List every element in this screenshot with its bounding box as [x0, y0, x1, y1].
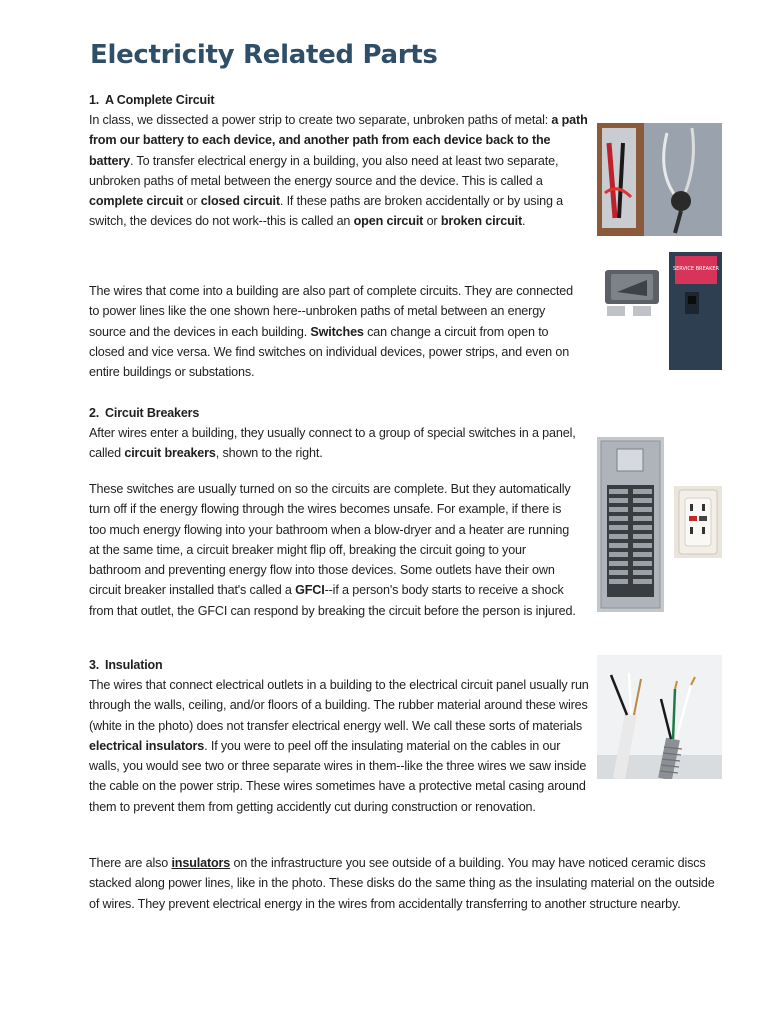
- text-run: or: [423, 214, 441, 229]
- section-insulation: [89, 655, 589, 817]
- text-run: .: [522, 214, 526, 229]
- insulated-cables-photo: [597, 655, 722, 779]
- text-run: or: [183, 194, 201, 209]
- bold-term: insulators: [171, 856, 231, 870]
- bold-term: broken circuit: [440, 214, 523, 229]
- switches-photo: [597, 252, 722, 370]
- section-circuit-breakers-cont: [89, 479, 579, 621]
- section-insulation-cont: [89, 853, 719, 914]
- section-number: 1.: [89, 93, 100, 107]
- bold-term: GFCI: [295, 583, 325, 598]
- paragraph: [89, 479, 579, 621]
- section-complete-circuit: [89, 90, 589, 232]
- bold-term: circuit breakers: [124, 446, 216, 461]
- circuit-breaker-panel-photo: [597, 437, 664, 612]
- text-run: , shown to the right.: [215, 446, 323, 461]
- text-run: . If you were to peel off the insulating material on the cables in our walls, you would see two or three separate wires in them--like the three wires we saw inside the cable on the power strip. These wires sometimes have a protective metal casing around them to prevent them from getting accidently cut during construction or renovation.: [89, 738, 587, 814]
- sign-label: SERVICE BREAKER: [672, 266, 720, 272]
- section-heading-text: Circuit Breakers: [105, 406, 200, 420]
- section-heading: [89, 655, 589, 675]
- text-run: There are also: [89, 856, 172, 870]
- bold-term: a path from our battery to each device, and another path from each device back to the battery: [89, 113, 588, 168]
- text-run: on the infrastructure you see outside of a building. You may have noticed ceramic discs stacked along power lines, like in the photo. These disks do the same thing as the insulating material on the outside of wires. They prevent electrical energy in the wires from accidentally transferring to another structure nearby.: [89, 856, 715, 911]
- paragraph: [89, 853, 719, 914]
- bold-term: closed circuit: [200, 194, 280, 209]
- text-run: In class, we dissected a power strip to create two separate, unbroken paths of metal:: [89, 113, 552, 127]
- section-heading-text: Insulation: [105, 658, 163, 672]
- power-strip-wires-photo: [597, 123, 722, 236]
- section-heading-text: A Complete Circuit: [105, 93, 215, 107]
- section-circuit-breakers: [89, 403, 579, 464]
- paragraph: [89, 675, 589, 817]
- section-heading: [89, 90, 589, 110]
- bold-term: Switches: [310, 324, 364, 339]
- text-run: These switches are usually turned on so the circuits are complete. But they automatically turn off if the energy flowing through the wires becomes unsafe. For example, if there is too much energy flowing into your bathroom when a blow-dryer and a heater are running at the same time, a circuit breaker might flip off, breaking the circuit going to your bathroom and preventing energy flow into those devices. Some outlets have their own circuit breaker installed that's called a: [89, 482, 571, 598]
- section-heading: [89, 403, 579, 423]
- text-run: can change a circuit from open to closed and vice versa. We find switches on individual devices, power strips, and even on entire buildings or substations.: [89, 324, 570, 380]
- text-run: The wires that come into a building are also part of complete circuits. They are connected to power lines like the one shown here--unbroken paths of metal between an energy source and the devices in each building.: [89, 284, 573, 339]
- text-run: . If these paths are broken accidentally or by using a switch, the devices do not work--this is called an: [89, 194, 564, 229]
- text-run: The wires that connect electrical outlets in a building to the electrical circuit panel usually run through the walls, ceiling, and/or floors of a building. The rubber material around these wires (white in the photo) does not transfer electrical energy well. We call these sorts of materials: [89, 678, 589, 733]
- text-run: After wires enter a building, they usually connect to a group of special switches in a panel, called: [89, 426, 576, 461]
- section-number: 2.: [89, 406, 100, 420]
- bold-term: electrical insulators: [89, 738, 205, 753]
- gfci-outlet-photo: [674, 486, 722, 558]
- paragraph: [89, 110, 589, 232]
- bold-term: open circuit: [353, 214, 424, 229]
- paragraph: [89, 281, 579, 382]
- page-title: Electricity Related Parts: [90, 40, 438, 70]
- paragraph: [89, 423, 579, 464]
- section-number: 3.: [89, 658, 100, 672]
- text-run: --if a person's body starts to receive a shock from that outlet, the GFCI can respond by breaking the circuit before the person is injured.: [89, 583, 576, 618]
- bold-term: complete circuit: [89, 194, 184, 209]
- text-run: . To transfer electrical energy in a building, you also need at least two separate, unbroken paths of metal between the energy source and the device. This is called a: [89, 153, 559, 188]
- section-complete-circuit-cont: [89, 281, 579, 382]
